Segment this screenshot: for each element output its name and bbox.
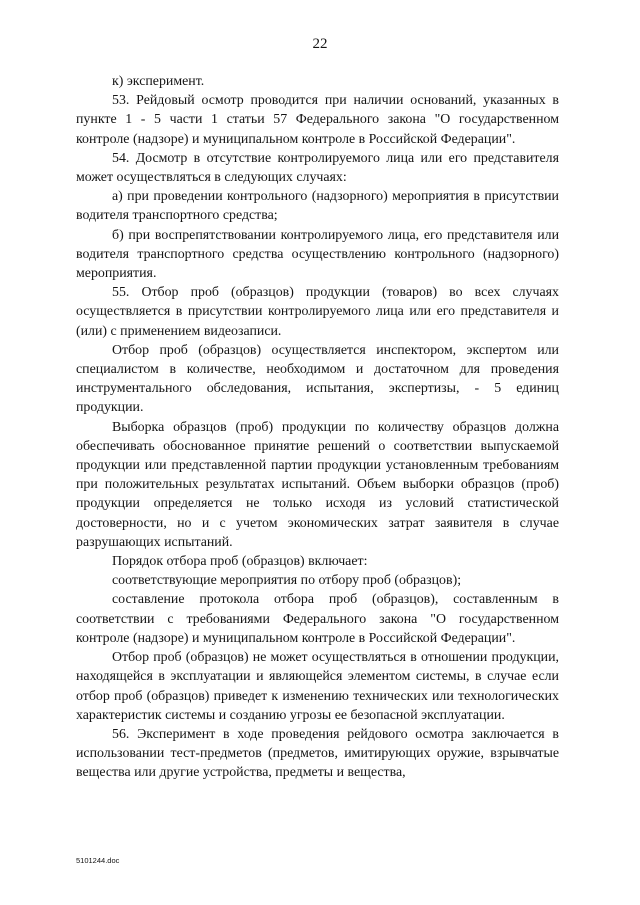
document-body [76,72,559,783]
paragraph: соответствующие мероприятия по отбору проб (образцов); [112,573,462,589]
paragraph: а) при проведении контрольного (надзорного) мероприятия в присутствии водителя транспортного средства; [76,189,559,224]
paragraph: б) при воспрепятствовании контролируемого лица, его представителя или водителя транспортного средства осуществлению контрольного (надзорного) мероприятия. [76,227,559,282]
paragraph: Выборка образцов (проб) продукции по количеству образцов должна обеспечивать обоснованное принятие решений о соответствии выпускаемой продукции или представленной партии продукции установленным требованиям при положительных результатах испытаний. Объем выборки образцов (проб) продукции определяется не только исходя из условий статистической достоверности, но и с учетом экономических затрат заявителя в случае разрушающих испытаний. [76,419,559,550]
paragraph: 55. Отбор проб (образцов) продукции (товаров) во всех случаях осуществляется в присутствии контролируемого лица или его представителя и (или) с применением видеозаписи. [76,285,559,339]
paragraph: к) эксперимент. [112,74,205,89]
page-number: 22 [312,36,328,52]
paragraph: Отбор проб (образцов) не может осуществляться в отношении продукции, находящейся в эксплуатации и являющейся элементом системы, в случае если отбор проб (образцов) приведет к изменению технических или технологических характеристик системы и созданию угрозы ее безопасной эксплуатации. [76,650,559,723]
footer-file-code: 5101244.doc [76,856,120,865]
paragraph: 56. Эксперимент в ходе проведения рейдового осмотра заключается в использовании тест-предметов (предметов, имитирующих оружие, взрывчатые вещества или другие устройства, предметы и вещества, [76,726,559,781]
paragraph: Отбор проб (образцов) осуществляется инспектором, экспертом или специалистом в количестве, необходимом и достаточном для проведения инструментального обследования, испытания, экспертизы, - 5 единиц продукции. [76,342,559,416]
paragraph: Порядок отбора проб (образцов) включает: [112,554,368,570]
paragraph: 54. Досмотр в отсутствие контролируемого лица или его представителя может осуществляться в следующих случаях: [76,150,559,186]
paragraph: 53. Рейдовый осмотр проводится при наличии оснований, указанных в пункте 1 - 5 части 1 статьи 57 Федерального закона "О государственном контроле (надзоре) и муниципальном контроле в Российской Федерации". [76,93,559,147]
paragraph: составление протокола отбора проб (образцов), составленным в соответствии с требованиями Федерального закона "О государственном контроле (надзоре) и муниципальном контроле в Российской Федерации". [76,592,559,646]
